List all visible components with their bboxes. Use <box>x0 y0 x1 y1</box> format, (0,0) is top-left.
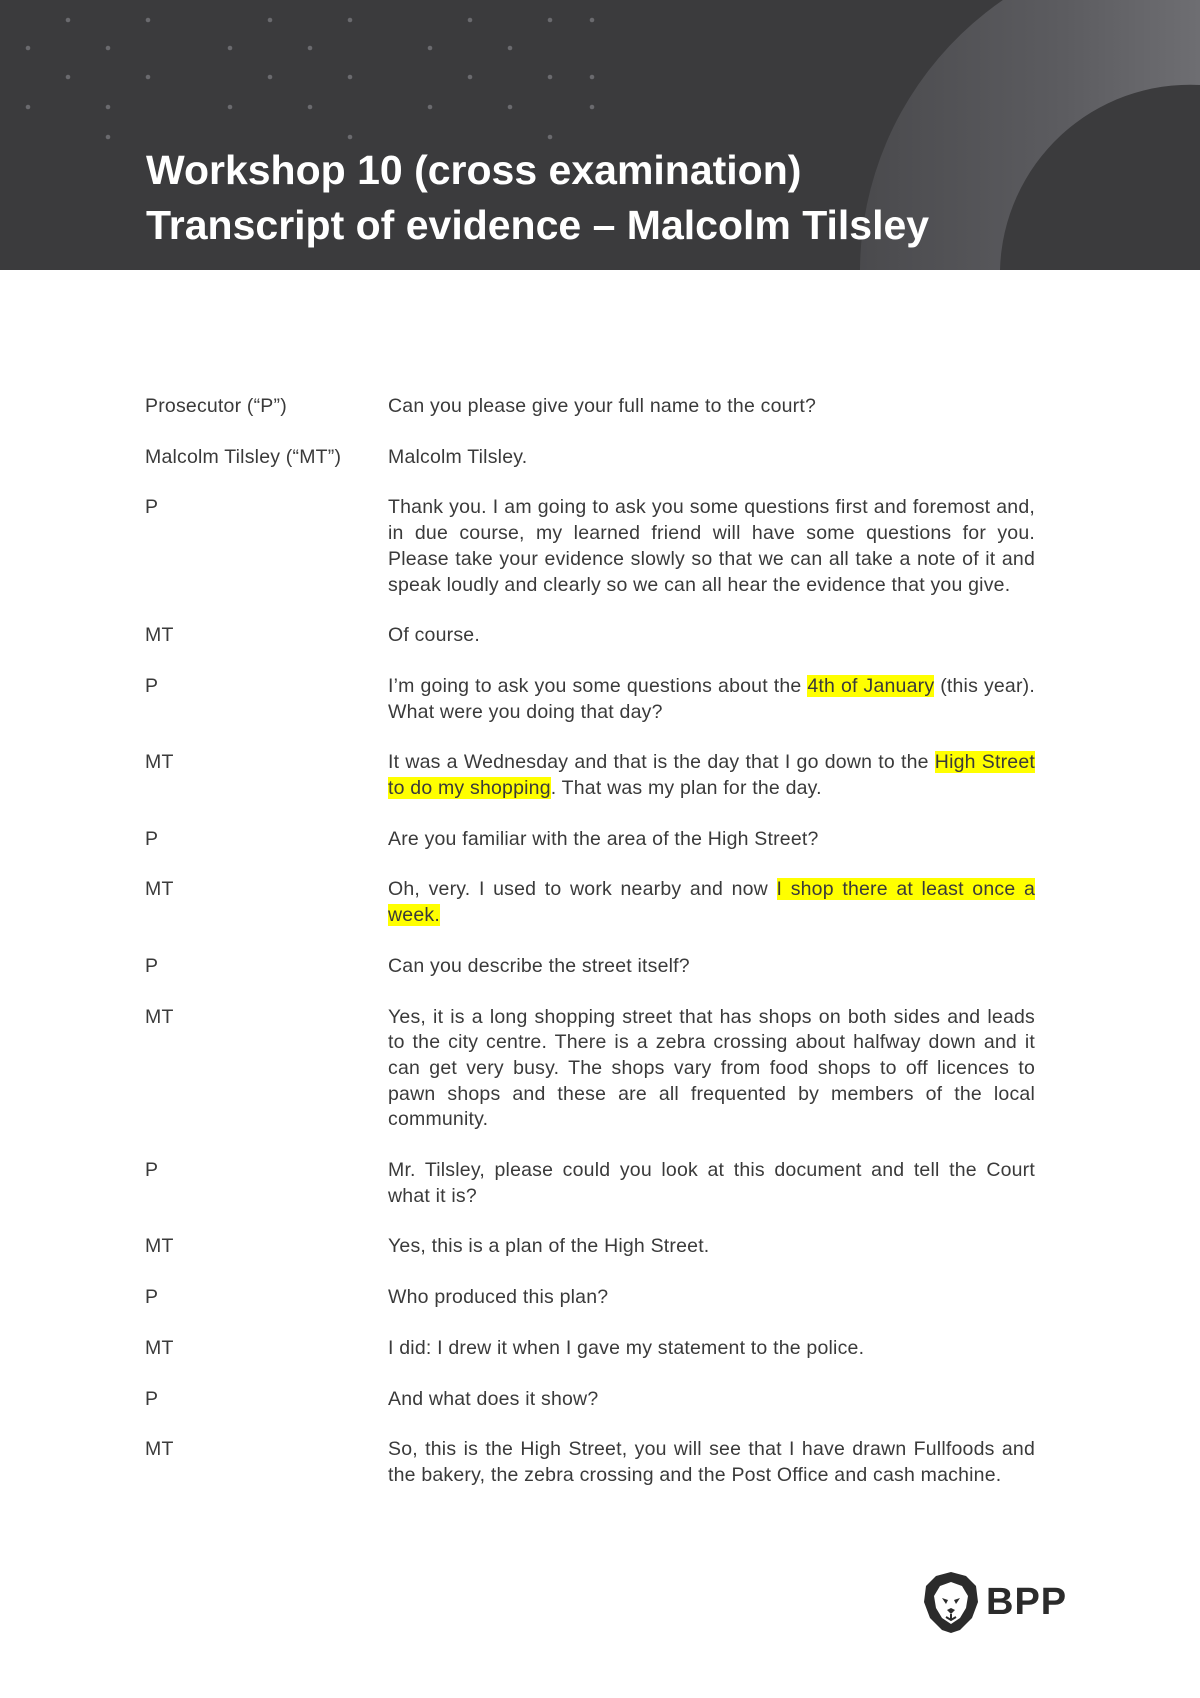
text-segment: Can you please give your full name to the court? <box>388 395 817 417</box>
speaker-label: P <box>145 496 159 519</box>
transcript-text <box>388 1005 1035 1134</box>
speaker-label: MT <box>145 624 174 647</box>
highlighted-text: High Street to do my shopping <box>388 751 1035 800</box>
transcript-text <box>388 1158 1035 1209</box>
speaker-label: P <box>145 1159 159 1182</box>
lion-head-icon <box>922 1570 980 1634</box>
text-segment: I did: I drew it when I gave my statement to the police. <box>388 1336 865 1359</box>
transcript-row <box>145 750 1035 801</box>
transcript-text <box>388 1234 1035 1260</box>
transcript-text <box>388 674 1035 725</box>
transcript-text <box>388 495 1035 598</box>
text-segment: Oh, very. I used to work nearby and now <box>388 878 777 901</box>
transcript-text <box>388 1387 1035 1413</box>
transcript-row <box>145 1158 1035 1209</box>
text-segment: So, this is the High Street, you will see that I have drawn Fullfoods and the bakery, the zebra crossing and the Post Office and cash machine. <box>388 1438 1035 1486</box>
transcript-text <box>388 877 1035 928</box>
transcript-table <box>145 394 1035 1514</box>
text-segment: Mr. Tilsley, please could you look at this document and tell the Court what it is? <box>388 1159 1035 1207</box>
speaker-label: P <box>145 827 159 850</box>
transcript-row <box>145 1234 1035 1260</box>
speaker-label: P <box>145 1387 159 1410</box>
transcript-text <box>388 1285 1035 1311</box>
text-segment: Yes, it is a long shopping street that has shops on both sides and leads to the city centre. There is a zebra crossing about halfway down and it can get very busy. The shops vary from food shops to off licences to pawn shops and these are all frequented by members of the local community. <box>388 1005 1035 1131</box>
speaker-label: MT <box>145 878 174 901</box>
logo-text: BPP <box>986 1580 1068 1623</box>
page-title <box>146 143 929 253</box>
text-segment: Malcolm Tilsley. <box>388 445 528 468</box>
text-segment: Are you familiar with the area of the High Street? <box>388 827 819 850</box>
transcript-text <box>388 1336 1035 1362</box>
title-line-1: Workshop 10 (cross examination) <box>146 147 802 193</box>
transcript-row <box>145 1437 1035 1488</box>
text-segment: Of course. <box>388 624 480 647</box>
transcript-row <box>145 954 1035 980</box>
text-segment: (this year). What were you doing that day? <box>388 674 1035 723</box>
transcript-row <box>145 495 1035 598</box>
speaker-label: P <box>145 954 159 977</box>
speaker-label: P <box>145 674 159 697</box>
transcript-text <box>388 954 1035 980</box>
transcript-row <box>145 1387 1035 1413</box>
transcript-row <box>145 877 1035 928</box>
transcript-row <box>145 1285 1035 1311</box>
transcript-text <box>388 827 1035 853</box>
text-segment: Yes, this is a plan of the High Street. <box>388 1235 710 1258</box>
transcript-text <box>388 394 1035 420</box>
header-banner <box>0 0 1200 270</box>
transcript-row <box>145 827 1035 853</box>
speaker-label: MT <box>145 1005 174 1028</box>
transcript-text <box>388 750 1035 801</box>
highlighted-text: I shop there at least once a week. <box>388 878 1035 927</box>
transcript-row <box>145 623 1035 649</box>
text-segment: Can you describe the street itself? <box>388 954 690 977</box>
transcript-row <box>145 445 1035 471</box>
text-segment: And what does it show? <box>388 1387 599 1410</box>
highlighted-text: 4th of January <box>807 674 935 697</box>
speaker-label: Malcolm Tilsley (“MT”) <box>145 445 342 468</box>
speaker-label: MT <box>145 1438 174 1461</box>
transcript-row <box>145 1336 1035 1362</box>
transcript-row <box>145 394 1035 420</box>
speaker-label: P <box>145 1286 159 1309</box>
transcript-text <box>388 1437 1035 1488</box>
text-segment: Who produced this plan? <box>388 1286 609 1309</box>
bpp-logo <box>922 1570 1067 1634</box>
text-segment: Thank you. I am going to ask you some questions first and foremost and, in due course, my learned friend will have some questions for you. Please take your evidence slowly so that we can all take a note of it and speak loudly and clearly so we can all hear the evidence that you give. <box>388 496 1035 596</box>
text-segment: . That was my plan for the day. <box>550 777 822 800</box>
speaker-label: MT <box>145 1336 174 1359</box>
transcript-row <box>145 674 1035 725</box>
speaker-label: MT <box>145 751 174 774</box>
transcript-row <box>145 1005 1035 1134</box>
transcript-text <box>388 445 1035 471</box>
text-segment: I’m going to ask you some questions about the <box>388 674 808 697</box>
speaker-label: MT <box>145 1235 174 1258</box>
title-line-2: Transcript of evidence – Malcolm Tilsley <box>146 202 930 248</box>
speaker-label: Prosecutor (“P”) <box>145 395 287 417</box>
transcript-text <box>388 623 1035 649</box>
text-segment: It was a Wednesday and that is the day that I go down to the <box>388 751 935 774</box>
